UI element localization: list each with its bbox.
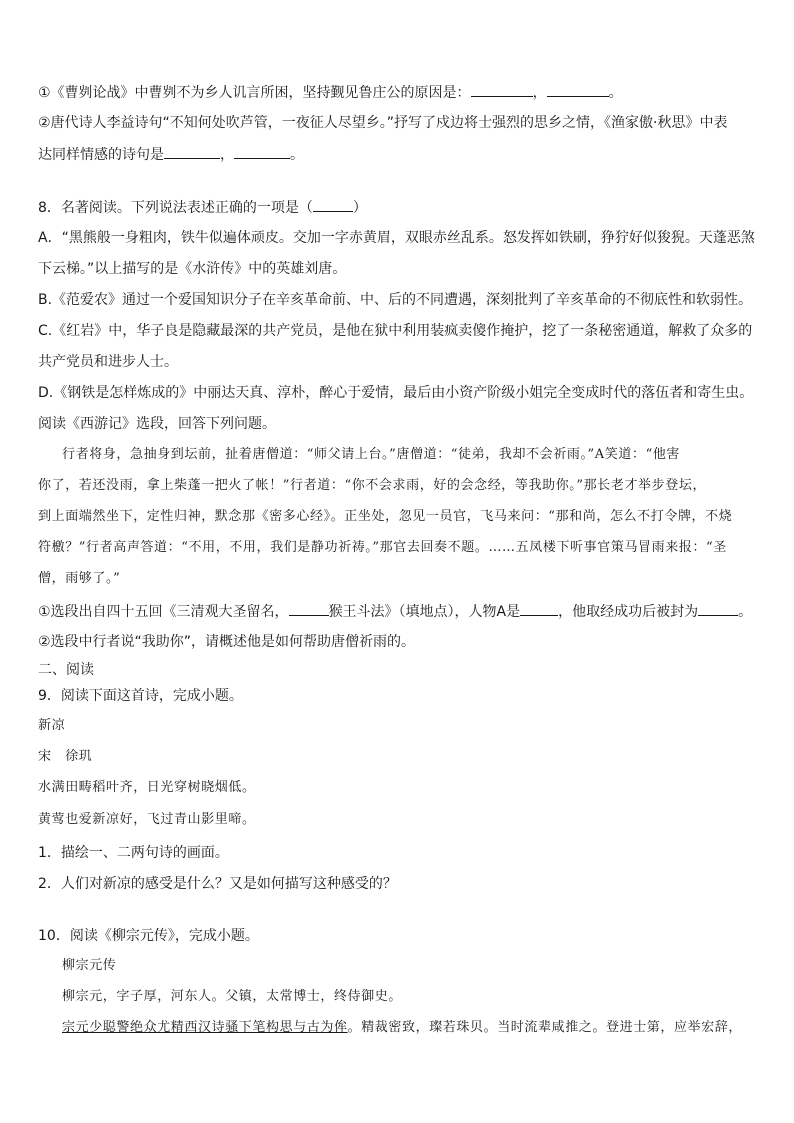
paren-close: ）: [352, 200, 367, 216]
q7-item1-text: ①《曹刿论战》中曹刿不为乡人讥言所困，坚持觐见鲁庄公的原因是：: [38, 85, 471, 101]
q10-stem: 10．阅读《柳宗元传》，完成小题。: [38, 928, 259, 944]
answer-blank[interactable]: [520, 601, 558, 616]
period: 。: [738, 604, 753, 620]
answer-blank[interactable]: [164, 144, 220, 159]
passage-line: 你了，若还没雨，拿上柴蓬一把火了帐！”行者道：“你不会求雨，好的会念经，等我助你。”那长老才举步登坛，: [38, 478, 707, 493]
q9-stem: 9．阅读下面这首诗，完成小题。: [38, 688, 243, 704]
q7-item2-line2: [38, 144, 760, 165]
q10-title: 柳宗元传: [62, 958, 117, 973]
poem-title: 新凉: [38, 718, 66, 733]
sub1-text: ，他取经成功后被封为: [558, 604, 699, 620]
q8-option-a-line2: 下云梯。”以上描写的是《水浒传》中的英雄刘唐。: [38, 261, 347, 277]
q8-option-c-line2: 共产党员和进步人士。: [38, 354, 178, 370]
period: 。: [608, 85, 623, 101]
q7-item1: [38, 82, 760, 103]
section-heading: 二、阅读: [38, 662, 94, 678]
passage-line: 僧，雨够了。”: [38, 571, 121, 586]
q8-stem: [38, 197, 760, 218]
q8-option-b: B.《范爱农》通过一个爱国知识分子在辛亥革命前、中、后的不同遭遇，深刻批判了辛亥革命的不彻底性和软弱性。: [38, 292, 753, 308]
answer-blank[interactable]: [698, 601, 738, 616]
answer-blank[interactable]: [471, 82, 533, 97]
xiyou-sub2: ②选段中行者说“我助你”，请概述他是如何帮助唐僧祈雨的。: [38, 634, 416, 650]
passage-line: 行者将身，急抽身到坛前，扯着唐僧道：“师父请上台。”唐僧道：“徒弟，我却不会祈雨。”A笑道：“他害: [62, 447, 681, 462]
q8-option-c-line1: C.《红岩》中，华子良是隐藏最深的共产党员，是他在狱中利用装疯卖傻作掩护，挖了一条秘密通道，解救了众多的: [38, 323, 753, 339]
xiyou-sub1: [38, 601, 760, 622]
q8-option-d: D.《钢铁是怎样炼成的》中丽达天真、淳朴，醉心于爱情，最后由小资产阶级小姐完全变成时代的落伍者和寄生虫。: [38, 385, 754, 401]
poem-author: 宋 徐玑: [38, 749, 93, 764]
passage-line: 到上面端然坐下，定性归神，默念那《密多心经》。正坐处，忽见一员官，飞马来问：“那和尚，怎么不打令牌，不烧: [38, 509, 733, 524]
q9-sub1: 1．描绘一、二两句诗的画面。: [38, 845, 229, 861]
answer-blank[interactable]: [547, 82, 609, 97]
poem-line: 黄莺也爱新凉好，飞过青山影里啼。: [38, 812, 256, 827]
xiyou-intro: 阅读《西游记》选段，回答下列问题。: [38, 416, 276, 432]
q10-passage-line: [62, 1018, 760, 1038]
sub1-text: ①选段出自四十五回《三清观大圣留名，: [38, 604, 289, 620]
q8-stem-text: 8．名著阅读。下列说法表述正确的一项是（: [38, 200, 313, 216]
q7-item2-text: 达同样情感的诗句是: [38, 147, 164, 163]
q8-option-a-line1: A．“黑熊般一身粗肉，铁牛似遍体顽皮。交加一字赤黄眉，双眼赤丝乱系。怒发挥如铁刷，狰狞好似狻猊。天蓬恶煞: [38, 230, 755, 246]
poem-line: 水满田畴稻叶齐，日光穿树晓烟低。: [38, 780, 256, 795]
underlined-sentence: 宗元少聪警绝众尤精西汉诗骚下笔构思与古为侔: [62, 1020, 348, 1035]
passage-text: 。精裁密致，璨若珠贝。当时流辈咸推之。登进士第，应举宏辞，: [347, 1020, 743, 1035]
separator: ，: [532, 85, 547, 101]
period: 。: [290, 147, 304, 163]
sub1-text: 猴王斗法》（填地点），人物A是: [328, 604, 521, 620]
answer-blank[interactable]: [234, 144, 290, 159]
passage-line: 符檄？”行者高声答道：“不用，不用，我们是静功祈祷。”那官去回奏不题。……五凤楼下听事官策马冒雨来报：“圣: [38, 540, 727, 555]
answer-blank[interactable]: [313, 197, 353, 212]
q7-item2-line1: ②唐代诗人李益诗句“不知何处吹芦管，一夜征人尽望乡。”抒写了戍边将士强烈的思乡之情，《渔家傲·秋思》中表: [38, 115, 728, 131]
q10-passage-line: 柳宗元，字子厚，河东人。父镇，太常博士，终侍御史。: [62, 989, 403, 1004]
answer-blank[interactable]: [289, 601, 329, 616]
q9-sub2: 2．人们对新凉的感受是什么？又是如何描写这种感受的？: [38, 876, 397, 892]
separator: ，: [220, 147, 234, 163]
